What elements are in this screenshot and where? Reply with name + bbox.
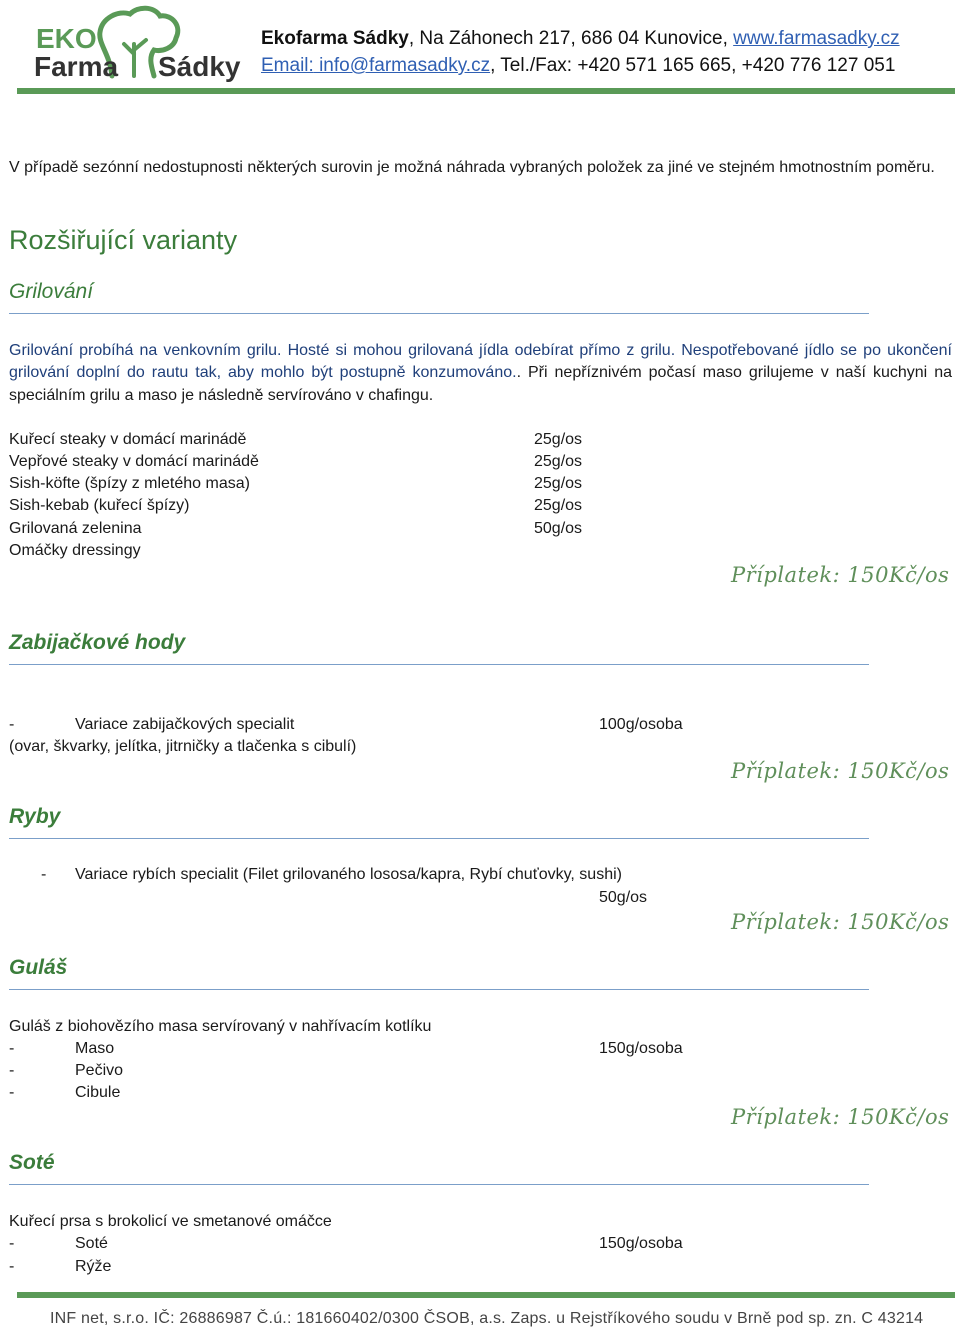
company-logo (34, 4, 250, 84)
list-item: Rýže (75, 1258, 112, 1275)
svg-text:Sádky: Sádky (158, 51, 241, 82)
item-quantity: 25g/os (534, 453, 583, 470)
item-note: (ovar, škvarky, jelítka, jitrničky a tlačenka s cibulí) (9, 738, 357, 755)
section-divider (9, 989, 869, 990)
list-item: Sish-kebab (kuřecí špízy) (9, 497, 190, 514)
item-quantity: 50g/os (534, 520, 583, 537)
list-item: Soté (75, 1235, 108, 1252)
section-intro: Kuřecí prsa s brokolicí ve smetanové omáčce (9, 1213, 332, 1230)
list-dash: - (9, 1258, 15, 1275)
item-quantity: 25g/os (534, 497, 583, 514)
tree-logo-icon (34, 4, 250, 84)
item-quantity: 100g/osoba (599, 716, 683, 733)
list-dash: - (9, 716, 15, 733)
list-item: Pečivo (75, 1062, 124, 1079)
intro-paragraph: V případě sezónní nedostupnosti některých surovin je možná náhrada vybraných položek za jiné ve stejném hmotnostním poměru. (9, 159, 935, 176)
company-name: Ekofarma Sádky (261, 28, 409, 49)
item-quantity: 50g/os (599, 889, 648, 906)
list-item: Omáčky dressingy (9, 542, 141, 559)
list-item: Vepřové steaky v domácí marinádě (9, 453, 259, 470)
header-contact-line (261, 55, 895, 77)
list-item: Sish-köfte (špízy z mletého masa) (9, 475, 250, 492)
list-dash: - (9, 1062, 15, 1079)
section-divider (9, 838, 869, 839)
email-link[interactable]: info@farmasadky.cz (313, 55, 491, 76)
item-quantity: 150g/osoba (599, 1040, 683, 1057)
gulas-surcharge: Příplatek: 150Kč/os (731, 1105, 950, 1129)
header-address-line (261, 28, 900, 50)
footer-company-info: INF net, s.r.o. IČ: 26886987 Č.ú.: 181660402/0300 ČSOB, a.s. Zaps. u Rejstříkového soudu v Brně pod sp. zn. C 43214 (50, 1310, 924, 1327)
section-heading-grill: Grilování (9, 280, 94, 303)
list-item: Grilovaná zelenina (9, 520, 142, 537)
list-item: Variace zabijačkových specialit (75, 716, 295, 733)
grill-surcharge: Příplatek: 150Kč/os (731, 563, 950, 587)
item-quantity: 25g/os (534, 431, 583, 448)
footer-divider (17, 1292, 955, 1298)
website-link[interactable]: www.farmasadky.cz (733, 28, 900, 49)
list-dash: - (9, 1235, 15, 1252)
item-quantity: 150g/osoba (599, 1235, 683, 1252)
list-dash: - (41, 866, 47, 883)
phone-numbers: , Tel./Fax: +420 571 165 665, +420 776 127 051 (490, 55, 896, 76)
list-item: Variace rybích specialit (Filet grilovaného lososa/kapra, Rybí chuťovky, sushi) (75, 866, 622, 883)
grill-text-weather: . Při nepříznivém počasí maso grilujeme v naší kuchyni na speciálním grilu a maso je následně servírováno v chafingu. (9, 364, 953, 404)
ryby-surcharge: Příplatek: 150Kč/os (731, 910, 950, 934)
list-item: Cibule (75, 1084, 121, 1101)
page-title: Rozšiřující varianty (9, 225, 238, 255)
section-heading-ryby: Ryby (9, 805, 61, 828)
svg-text:Farma: Farma (34, 51, 119, 82)
section-heading-zabijacka: Zabijačkové hody (9, 631, 186, 654)
section-intro: Guláš z biohovězího masa servírovaný v nahřívacím kotlíku (9, 1018, 432, 1035)
section-divider (9, 1184, 869, 1185)
section-heading-sote: Soté (9, 1151, 55, 1174)
email-label: Email: (261, 55, 314, 76)
grill-text-main: Grilování probíhá na venkovním grilu. Hosté si mohou grilovaná jídla odebírat přímo z grilu. Nespotřebované jídlo se po ukončení grilování doplní do rautu tak, aby mohlo být postupně konzumováno. (9, 342, 952, 382)
svg-text:EKO: EKO (36, 23, 97, 54)
list-item: Maso (75, 1040, 115, 1057)
section-divider (9, 664, 869, 665)
list-item: Kuřecí steaky v domácí marinádě (9, 431, 247, 448)
zabijacka-surcharge: Příplatek: 150Kč/os (731, 759, 950, 783)
item-quantity: 25g/os (534, 475, 583, 492)
company-address: , Na Záhonech 217, 686 04 Kunovice, (408, 28, 734, 49)
section-divider (9, 313, 869, 314)
header-divider (17, 88, 955, 94)
section-heading-gulas: Guláš (9, 956, 68, 979)
list-dash: - (9, 1084, 15, 1101)
list-dash: - (9, 1040, 15, 1057)
grill-paragraph (9, 340, 952, 407)
